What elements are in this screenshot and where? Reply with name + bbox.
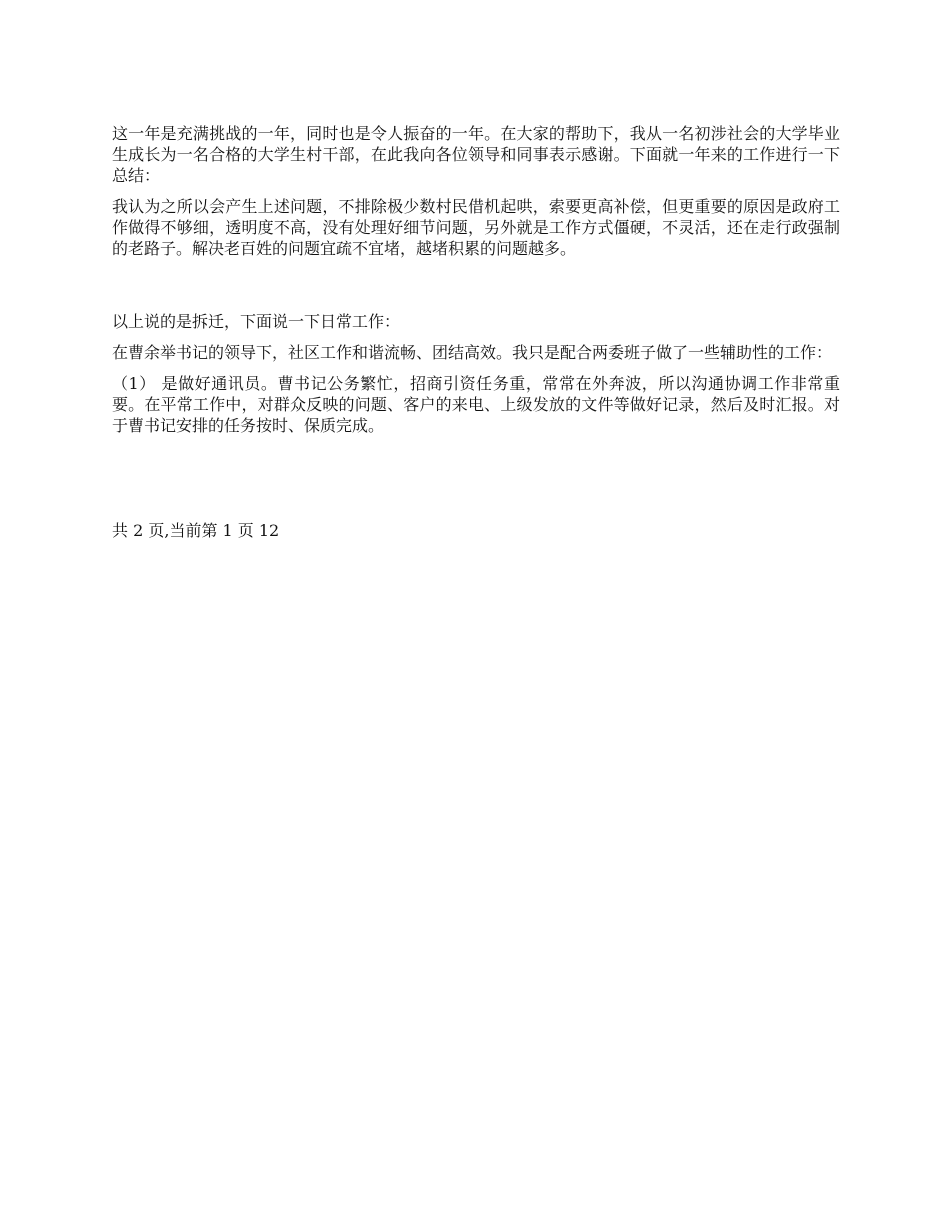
paragraph-problem-analysis: 我认为之所以会产生上述问题，不排除极少数村民借机起哄，索要更高补偿，但更重要的原因是政府工作做得不够细，透明度不高，没有处理好细节问题，另外就是工作方式僵硬，不灵活，还在走行政强制的老路子。解决老百姓的问题宜疏不宜堵，越堵积累的问题越多。 xyxy=(112,197,840,258)
paragraph-intro: 这一年是充满挑战的一年，同时也是令人振奋的一年。在大家的帮助下，我从一名初涉社会的大学毕业生成长为一名合格的大学生村干部，在此我向各位领导和同事表示感谢。下面就一年来的工作进行一下总结： xyxy=(112,124,840,185)
paragraph-item-1: （1） 是做好通讯员。曹书记公务繁忙，招商引资任务重，常常在外奔波，所以沟通协调工作非常重要。在平常工作中，对群众反映的问题、客户的来电、上级发放的文件等做好记录，然后及时汇报。对于曹书记安排的任务按时、保质完成。 xyxy=(112,374,840,435)
page-footer: 共 2 页,当前第 1 页 12 xyxy=(112,521,280,540)
document-page xyxy=(112,123,840,541)
paragraph-transition: 以上说的是拆迁，下面说一下日常工作： xyxy=(112,312,401,331)
paragraph-daily-work: 在曹余举书记的领导下，社区工作和谐流畅、团结高效。我只是配合两委班子做了一些辅助性的工作： xyxy=(112,343,833,362)
